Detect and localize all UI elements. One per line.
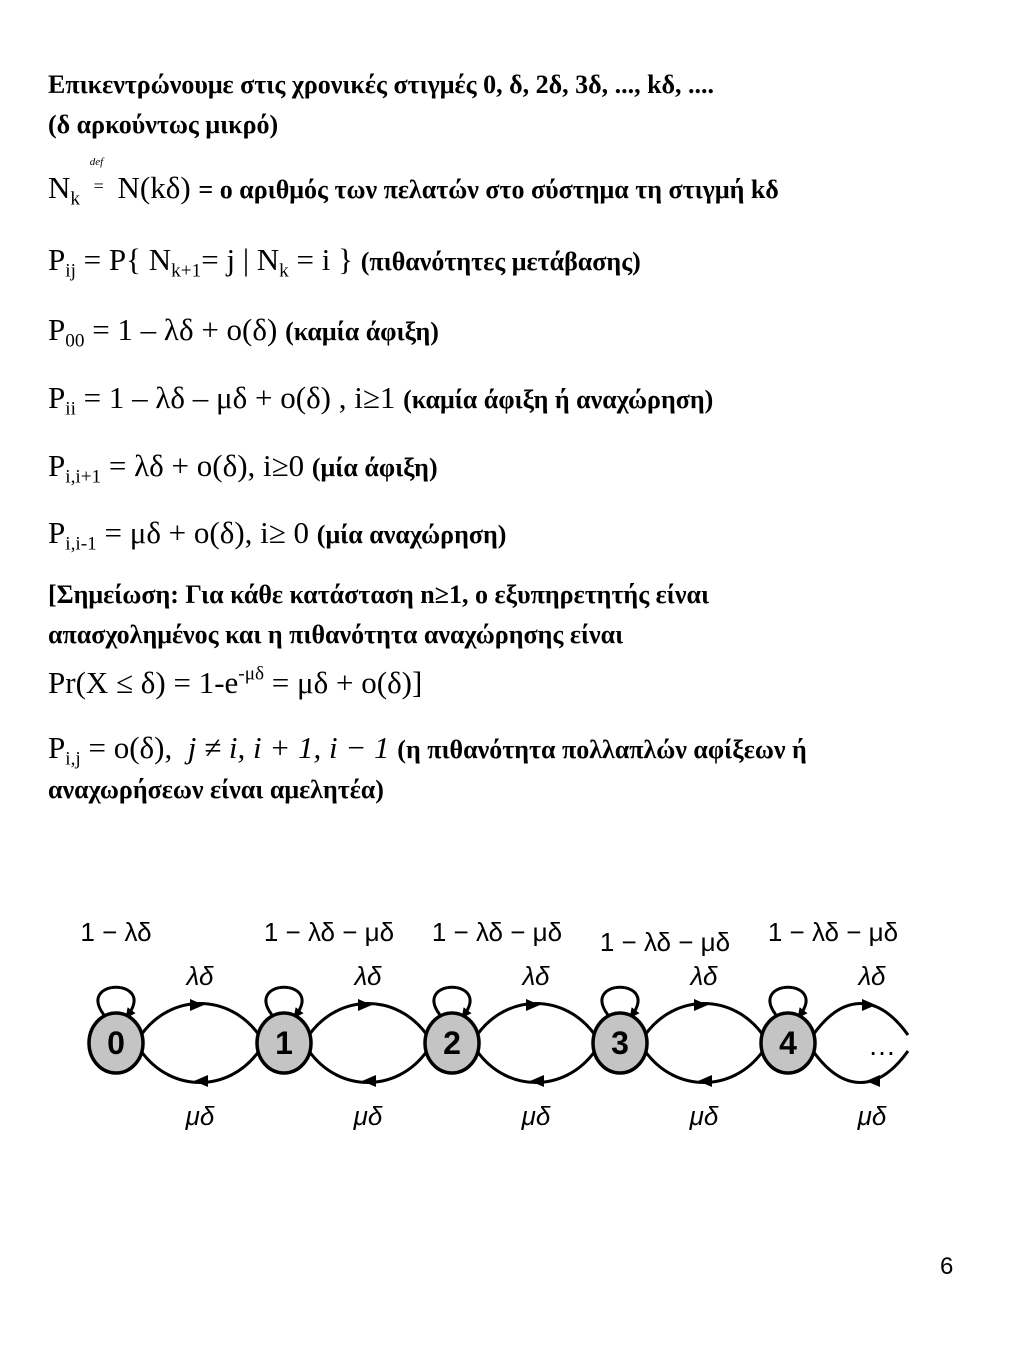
departure-arrowhead xyxy=(194,1075,208,1087)
pij2-description-2: αναχωρήσεων είναι αμελητέα) xyxy=(48,775,384,804)
pij2-subscript: i,j xyxy=(65,748,81,770)
departure-label: μδ xyxy=(185,1101,215,1131)
pip1-equation: = λδ + o(δ), i≥0 xyxy=(108,448,305,483)
def-equals xyxy=(88,156,110,206)
pij-equation-b: = j | N xyxy=(201,242,280,277)
departure-arrowhead xyxy=(866,1075,880,1087)
arrival-arrowhead xyxy=(862,999,876,1011)
self-loop-arrow xyxy=(266,987,302,1015)
pip1-description: (μία άφιξη) xyxy=(311,453,438,482)
p00-equation: = 1 – λδ + o(δ) xyxy=(92,312,278,347)
arrival-label: λδ xyxy=(354,961,382,991)
p00-description: (καμία άφιξη) xyxy=(285,317,439,346)
self-loop-arrow xyxy=(770,987,806,1015)
pij-equation-a: = P{ N xyxy=(83,242,172,277)
birth-death-chain-diagram xyxy=(60,895,920,1140)
pim1-subscript: i,i-1 xyxy=(65,533,97,555)
state-label: 1 xyxy=(275,1025,293,1061)
arrival-arc xyxy=(645,1004,763,1036)
def-eq-sign: = xyxy=(93,176,104,196)
p-symbol: P xyxy=(48,380,66,415)
arrival-label: λδ xyxy=(522,961,550,991)
n-subscript: k xyxy=(70,188,80,210)
self-loop-label: 1 − λδ − μδ xyxy=(431,917,563,947)
p00-equation-line xyxy=(48,312,439,352)
pii-equation-line xyxy=(48,380,714,420)
pij-subscript: ij xyxy=(65,260,76,282)
note-line-2: απασχολημένος και η πιθανότητα αναχώρησης είναι xyxy=(48,620,624,649)
pij-equation-c: = i } xyxy=(296,242,354,277)
pij-definition xyxy=(48,242,641,282)
departure-label: μδ xyxy=(353,1101,383,1131)
heading-line-1: Επικεντρώνουμε στις χρονικές στιγμές 0, δ, 2δ, 3δ, ..., kδ, .... xyxy=(48,70,715,99)
arrival-arc xyxy=(309,1004,427,1036)
arrival-arc xyxy=(141,1004,259,1036)
arrival-arrowhead xyxy=(526,999,540,1011)
departure-arc xyxy=(645,1051,763,1083)
pii-subscript: ii xyxy=(65,398,76,420)
self-loop-arrow xyxy=(434,987,470,1015)
heading-line-2: (δ αρκούντως μικρό) xyxy=(48,110,279,139)
p-symbol: P xyxy=(48,515,66,550)
pij-description: (πιθανότητες μετάβασης) xyxy=(360,247,641,276)
arrival-arrowhead xyxy=(358,999,372,1011)
state-label: 4 xyxy=(779,1025,797,1061)
pii-description: (καμία άφιξη ή αναχώρηση) xyxy=(403,385,714,414)
pii-equation: = 1 – λδ – μδ + o(δ) , i≥1 xyxy=(83,380,396,415)
arrival-arc xyxy=(477,1004,595,1036)
self-loop-label: 1 − λδ − μδ xyxy=(767,917,899,947)
page-number: 6 xyxy=(940,1253,954,1280)
self-loop-label: 1 − λδ − μδ xyxy=(263,917,395,947)
pij-subscript-3: k xyxy=(279,260,289,282)
pij2-equation: = o(δ), xyxy=(88,730,173,765)
note-exponent: -μδ xyxy=(238,663,265,685)
state-label: 2 xyxy=(443,1025,461,1061)
p-symbol: P xyxy=(48,242,66,277)
pij2-equation-line xyxy=(48,730,807,770)
state-label: 3 xyxy=(611,1025,629,1061)
self-loop-arrow xyxy=(98,987,134,1015)
departure-label: μδ xyxy=(857,1101,887,1131)
p-symbol: P xyxy=(48,312,66,347)
pij2-description-1: (η πιθανότητα πολλαπλών αφίξεων ή xyxy=(397,735,807,764)
note-formula-a: Pr(X ≤ δ) = 1-e xyxy=(48,665,239,700)
departure-arrowhead xyxy=(698,1075,712,1087)
departure-arrowhead xyxy=(530,1075,544,1087)
arrival-arrowhead xyxy=(190,999,204,1011)
p-symbol: P xyxy=(48,730,66,765)
departure-label: μδ xyxy=(521,1101,551,1131)
arrival-arrowhead xyxy=(694,999,708,1011)
p-symbol: P xyxy=(48,448,66,483)
state-label: 0 xyxy=(107,1025,125,1061)
nk-rhs: N(kδ) xyxy=(117,170,191,205)
p00-subscript: 00 xyxy=(65,330,85,352)
self-loop-label: 1 − λδ − μδ xyxy=(599,927,731,957)
departure-arrowhead xyxy=(362,1075,376,1087)
departure-label: μδ xyxy=(689,1101,719,1131)
departure-arc xyxy=(477,1051,595,1083)
pim1-description: (μία αναχώρηση) xyxy=(316,520,507,549)
departure-arc xyxy=(309,1051,427,1083)
pij-subscript-2: k+1 xyxy=(171,260,202,282)
pip1-equation-line xyxy=(48,448,438,488)
pip1-subscript: i,i+1 xyxy=(65,466,102,488)
n-symbol: N xyxy=(48,170,71,205)
self-loop-arrow xyxy=(602,987,638,1015)
pim1-equation-line xyxy=(48,515,507,555)
def-label: def xyxy=(89,156,104,168)
note-line-3 xyxy=(48,665,422,701)
pim1-equation: = μδ + o(δ), i≥ 0 xyxy=(104,515,310,550)
nk-definition xyxy=(48,156,779,210)
arrival-label: λδ xyxy=(858,961,886,991)
nk-description: = ο αριθμός των πελατών στο σύστημα τη στιγμή kδ xyxy=(198,175,779,204)
continuation-ellipsis: … xyxy=(868,1030,896,1061)
arrival-label: λδ xyxy=(690,961,718,991)
self-loop-label: 1 − λδ xyxy=(80,917,152,947)
note-formula-b: = μδ + o(δ)] xyxy=(264,665,423,700)
pij2-condition: j ≠ i, i + 1, i − 1 xyxy=(187,730,390,765)
departure-arc xyxy=(141,1051,259,1083)
arrival-label: λδ xyxy=(186,961,214,991)
note-line-1: [Σημείωση: Για κάθε κατάσταση n≥1, ο εξυπηρετητής είναι xyxy=(48,580,710,609)
